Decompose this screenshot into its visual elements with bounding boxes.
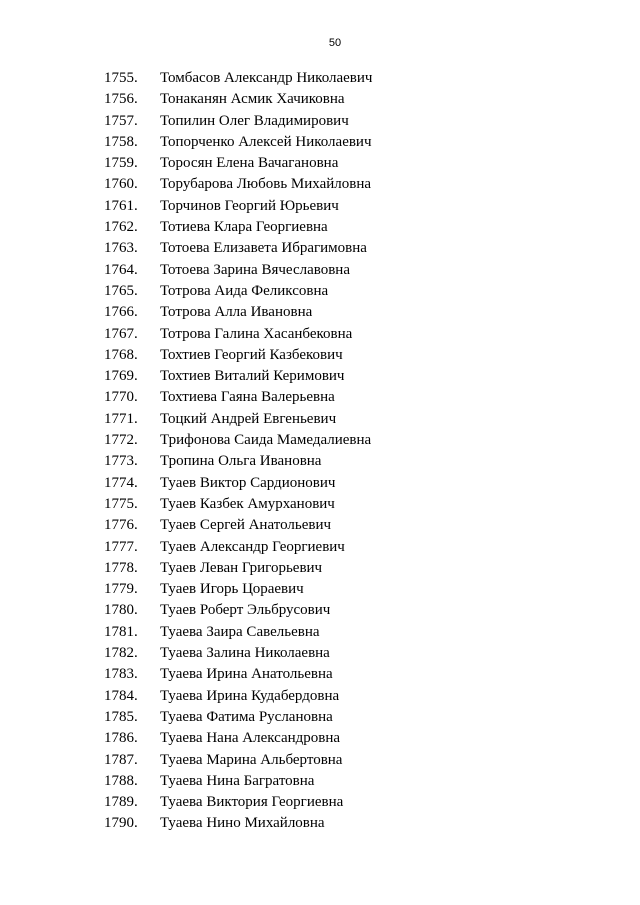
entry-name: Тотрова Галина Хасанбековна	[160, 325, 353, 342]
list-item	[0, 174, 640, 195]
name-list	[0, 68, 640, 835]
entry-name: Торчинов Георгий Юрьевич	[160, 197, 339, 214]
entry-number: 1780.	[104, 602, 138, 619]
entry-name: Туаева Заира Савельевна	[160, 623, 320, 640]
list-item	[0, 537, 640, 558]
entry-number: 1781.	[104, 623, 138, 640]
list-item	[0, 494, 640, 515]
list-item	[0, 515, 640, 536]
entry-name: Туаева Марина Альбертовна	[160, 751, 343, 768]
entry-number: 1790.	[104, 815, 138, 832]
entry-number: 1786.	[104, 730, 138, 747]
entry-number: 1760.	[104, 176, 138, 193]
entry-number: 1782.	[104, 645, 138, 662]
list-item	[0, 813, 640, 834]
list-item	[0, 409, 640, 430]
list-item	[0, 643, 640, 664]
entry-number: 1784.	[104, 687, 138, 704]
entry-number: 1756.	[104, 91, 138, 108]
entry-name: Томбасов Александр Николаевич	[160, 70, 373, 86]
entry-name: Топилин Олег Владимирович	[160, 112, 349, 129]
entry-name: Тоцкий Андрей Евгеньевич	[160, 410, 337, 427]
entry-name: Туаева Виктория Георгиевна	[160, 794, 344, 811]
list-item	[0, 579, 640, 600]
entry-name: Туаева Нино Михайловна	[160, 815, 325, 832]
entry-name: Торубарова Любовь Михайловна	[160, 176, 372, 193]
entry-number: 1758.	[104, 133, 138, 150]
entry-name: Туаев Игорь Цораевич	[160, 581, 304, 598]
list-item	[0, 281, 640, 302]
entry-name: Туаев Роберт Эльбрусович	[160, 602, 331, 619]
entry-number: 1779.	[104, 581, 138, 598]
entry-number: 1788.	[104, 772, 138, 789]
list-item	[0, 558, 640, 579]
entry-name: Тохтиев Георгий Казбекович	[160, 346, 343, 363]
list-item	[0, 664, 640, 685]
list-item	[0, 750, 640, 771]
entry-number: 1769.	[104, 368, 138, 385]
entry-number: 1772.	[104, 432, 138, 449]
entry-name: Тотоева Зарина Вячеславовна	[160, 261, 350, 278]
entry-name: Туаев Казбек Амурханович	[160, 495, 335, 512]
entry-number: 1766.	[104, 304, 138, 321]
entry-number: 1759.	[104, 155, 138, 172]
entry-name: Торосян Елена Вачагановна	[160, 155, 339, 172]
entry-number: 1774.	[104, 474, 138, 491]
entry-name: Тохтиев Виталий Керимович	[160, 368, 345, 385]
entry-number: 1773.	[104, 453, 138, 470]
list-item	[0, 622, 640, 643]
list-item	[0, 792, 640, 813]
entry-name: Тропина Ольга Ивановна	[160, 453, 322, 470]
list-item	[0, 260, 640, 281]
entry-name: Туаев Сергей Анатольевич	[160, 517, 332, 534]
entry-name: Топорченко Алексей Николаевич	[160, 133, 372, 150]
entry-name: Тонаканян Асмик Хачиковна	[160, 91, 345, 108]
entry-number: 1755.	[104, 70, 138, 86]
entry-number: 1776.	[104, 517, 138, 534]
entry-number: 1775.	[104, 495, 138, 512]
entry-name: Туаева Ирина Кудабердовна	[160, 687, 340, 704]
list-item	[0, 387, 640, 408]
entry-name: Тотрова Алла Ивановна	[160, 304, 313, 321]
list-item	[0, 430, 640, 451]
entry-name: Тотоева Елизавета Ибрагимовна	[160, 240, 367, 257]
entry-number: 1763.	[104, 240, 138, 257]
entry-name: Тотрова Аида Феликсовна	[160, 282, 329, 299]
list-item	[0, 196, 640, 217]
entry-number: 1757.	[104, 112, 138, 129]
entry-number: 1783.	[104, 666, 138, 683]
list-item	[0, 707, 640, 728]
entry-name: Туаева Нина Багратовна	[160, 772, 315, 789]
list-item	[0, 153, 640, 174]
entry-number: 1778.	[104, 559, 138, 576]
entry-name: Туаев Виктор Сардионович	[160, 474, 336, 491]
list-item	[0, 345, 640, 366]
entry-name: Тотиева Клара Георгиевна	[160, 219, 328, 236]
list-item	[0, 686, 640, 707]
entry-name: Туаева Фатима Руслановна	[160, 708, 333, 725]
page-number: 50	[328, 37, 342, 49]
entry-number: 1761.	[104, 197, 138, 214]
entry-number: 1770.	[104, 389, 138, 406]
list-item	[0, 728, 640, 749]
list-item	[0, 451, 640, 472]
list-item	[0, 771, 640, 792]
entry-name: Туаева Нана Александровна	[160, 730, 341, 747]
entry-number: 1785.	[104, 708, 138, 725]
entry-number: 1771.	[104, 410, 138, 427]
list-item	[0, 217, 640, 238]
list-item	[0, 132, 640, 153]
list-item	[0, 238, 640, 259]
entry-number: 1789.	[104, 794, 138, 811]
entry-name: Тохтиева Гаяна Валерьевна	[160, 389, 335, 406]
entry-name: Трифонова Саида Мамедалиевна	[160, 432, 372, 449]
entry-name: Туаева Залина Николаевна	[160, 645, 330, 662]
entry-number: 1764.	[104, 261, 138, 278]
list-item	[0, 324, 640, 345]
entry-number: 1765.	[104, 282, 138, 299]
entry-number: 1762.	[104, 219, 138, 236]
list-item	[0, 473, 640, 494]
entry-number: 1777.	[104, 538, 138, 555]
entry-number: 1787.	[104, 751, 138, 768]
list-item	[0, 111, 640, 132]
entry-number: 1767.	[104, 325, 138, 342]
entry-number: 1768.	[104, 346, 138, 363]
list-item	[0, 89, 640, 110]
entry-name: Туаев Александр Георгиевич	[160, 538, 345, 555]
entry-name: Туаев Леван Григорьевич	[160, 559, 323, 576]
list-item	[0, 366, 640, 387]
entry-name: Туаева Ирина Анатольевна	[160, 666, 333, 683]
list-item	[0, 302, 640, 323]
list-item	[0, 600, 640, 621]
list-item	[0, 68, 640, 89]
